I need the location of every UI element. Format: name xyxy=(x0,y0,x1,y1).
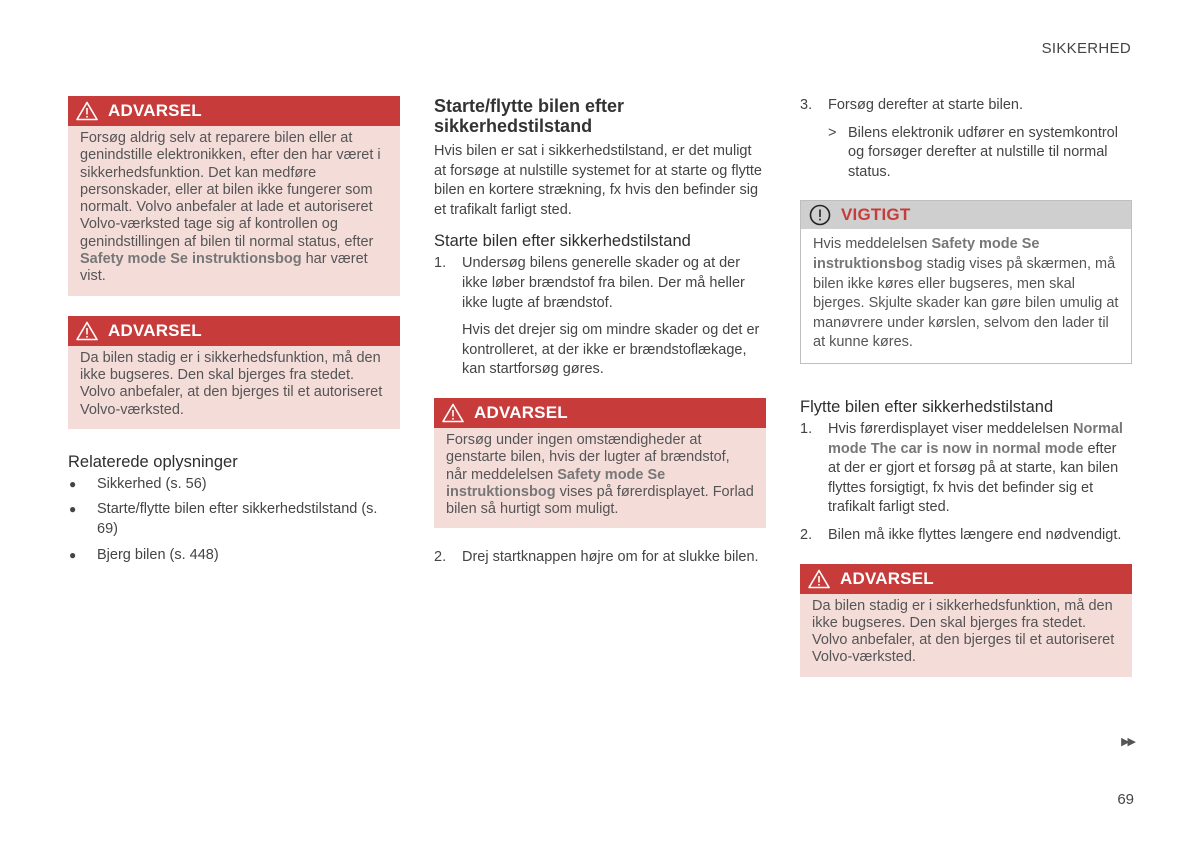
warning-header xyxy=(800,564,1132,594)
step-text-part: efter at der er gjort et forsøg på at starte, kan bilen flyttes forsigtigt, fx hvis det befinder sig et trafikalt farligt sted. xyxy=(828,440,1119,516)
subheading: Flytte bilen efter sikkerhedstilstand xyxy=(800,397,1054,416)
message-highlight: Safety mode Se instruktionsbog xyxy=(446,466,666,500)
important-box xyxy=(800,200,1132,364)
step-item xyxy=(800,96,1132,116)
warning-title: ADVARSEL xyxy=(108,320,202,340)
section-heading: Starte/flytte bilen efter sikkerhedstilstand xyxy=(434,96,625,136)
related-link[interactable] xyxy=(68,475,400,495)
warning-text-part: vises på førerdisplayet. Forlad bilen så hurtigt som muligt. xyxy=(446,483,754,518)
warning-box xyxy=(434,398,766,528)
important-text-part: stadig vises på skærmen, må bilen ikke køres eller bugseres, men skal bjerges. Skjulte skader kan gøre bilen umulig at manøvrere under kørslen, selvom den lader til at kunne køres. xyxy=(813,255,1119,351)
step-text xyxy=(828,420,1132,518)
warning-box xyxy=(800,564,1132,677)
important-title: VIGTIGT xyxy=(841,205,911,225)
result-arrow-icon: > xyxy=(828,124,837,141)
step-text: Undersøg bilens generelle skader og at der ikke løber brændstof fra bilen. Der må heller ikke lugte af brændstof. xyxy=(462,255,745,311)
warning-title: ADVARSEL xyxy=(474,402,568,422)
related-link-text: Sikkerhed (s. 56) xyxy=(97,475,207,492)
warning-triangle-icon xyxy=(76,321,98,341)
related-link-text: Starte/flytte bilen efter sikkerhedstilstand (s. 69) xyxy=(97,501,378,538)
related-link-text: Bjerg bilen (s. 448) xyxy=(97,546,219,563)
result-text: Bilens elektronik udfører en systemkontrol og forsøger derefter at nulstille til normal status. xyxy=(848,124,1118,180)
subheading: Starte bilen efter sikkerhedstilstand xyxy=(434,232,691,251)
step-number: 1. xyxy=(800,420,813,437)
step-number: 2. xyxy=(434,549,447,566)
warning-box xyxy=(68,96,400,296)
warning-triangle-icon xyxy=(76,101,98,121)
step-text: Forsøg derefter at starte bilen. xyxy=(828,97,1024,113)
warning-triangle-icon xyxy=(442,403,464,423)
step-number: 2. xyxy=(800,526,813,543)
step-number: 1. xyxy=(434,255,447,272)
warning-header xyxy=(68,316,400,346)
bullet-icon: ● xyxy=(69,476,77,491)
related-heading: Relaterede oplysninger xyxy=(68,452,238,471)
warning-triangle-icon xyxy=(808,569,830,589)
bullet-icon: ● xyxy=(69,547,77,562)
step-number: 3. xyxy=(800,97,813,113)
step-result xyxy=(828,124,1132,183)
exclamation-circle-icon xyxy=(809,204,831,226)
related-link[interactable] xyxy=(68,546,400,566)
step-item xyxy=(434,254,766,313)
step-text: Drej startknappen højre om for at slukke bilen. xyxy=(462,549,759,566)
message-highlight: Safety mode Se instruktionsbog xyxy=(80,251,302,268)
warning-title: ADVARSEL xyxy=(108,101,202,120)
step-text: Bilen må ikke flyttes længere end nødvendigt. xyxy=(828,526,1122,543)
step-item xyxy=(800,420,1132,518)
warning-text: Da bilen stadig er i sikkerhedsfunktion, må den ikke bugseres. Den skal bjerges fra stedet. Volvo anbefaler, at den bjerges til et autoriseret Volvo-værksted. xyxy=(812,597,1115,666)
warning-header xyxy=(434,398,766,428)
warning-box xyxy=(68,316,400,429)
warning-text-part: Forsøg under ingen omstændigheder at genstarte bilen, hvis der lugter af brændstof, når meddelelsen xyxy=(446,431,730,483)
related-link[interactable] xyxy=(68,500,400,539)
bullet-icon: ● xyxy=(69,502,77,517)
warning-text xyxy=(434,428,766,528)
continue-arrows-icon: ▶▶ xyxy=(1121,736,1134,748)
column-middle xyxy=(434,96,766,576)
warning-text xyxy=(68,126,400,296)
warning-header xyxy=(68,96,400,126)
message-highlight: Normal mode The car is now in normal mode xyxy=(828,420,1123,457)
step-item xyxy=(434,548,766,568)
warning-text-part: Forsøg aldrig selv at reparere bilen eller at genindstille elektronikken, efter den har været i sikkerhedsfunktion. Det kan medføre personskader, eller at bilen ikke fungerer som normalt. Volvo anbefaler at lade et autoriseret Volvo-værksted tage sig af kontrollen og genindstillingen af bilen til normal status, efter xyxy=(80,130,381,250)
important-text xyxy=(801,229,1131,363)
important-header xyxy=(801,201,1131,229)
important-text-part: Hvis meddelelsen xyxy=(813,236,932,253)
warning-text-part: har været vist. xyxy=(80,251,368,285)
step-text-part: Hvis førerdisplayet viser meddelelsen xyxy=(828,420,1073,437)
step-item xyxy=(800,526,1132,546)
page-number: 69 xyxy=(1117,791,1134,808)
column-left xyxy=(68,96,400,571)
warning-text: Da bilen stadig er i sikkerhedsfunktion, må den ikke bugseres. Den skal bjerges fra stedet. Volvo anbefaler, at den bjerges til et autoriseret Volvo-værksted. xyxy=(80,349,383,418)
section-title: SIKKERHED xyxy=(1041,40,1131,57)
intro-paragraph: Hvis bilen er sat i sikkerhedstilstand, er det muligt at forsøge at nulstille systemet for at starte og flytte bilen en kortere strækning, fx hvis den befinder sig et trafikalt farligt sted. xyxy=(434,143,762,218)
step-note: Hvis det drejer sig om mindre skader og det er kontrolleret, at der ikke er brændstoflækage, kan startforsøg gøres. xyxy=(462,322,760,378)
column-right xyxy=(800,96,1132,697)
warning-title: ADVARSEL xyxy=(840,568,934,588)
message-highlight: Safety mode Se instruktionsbog xyxy=(813,236,1040,272)
